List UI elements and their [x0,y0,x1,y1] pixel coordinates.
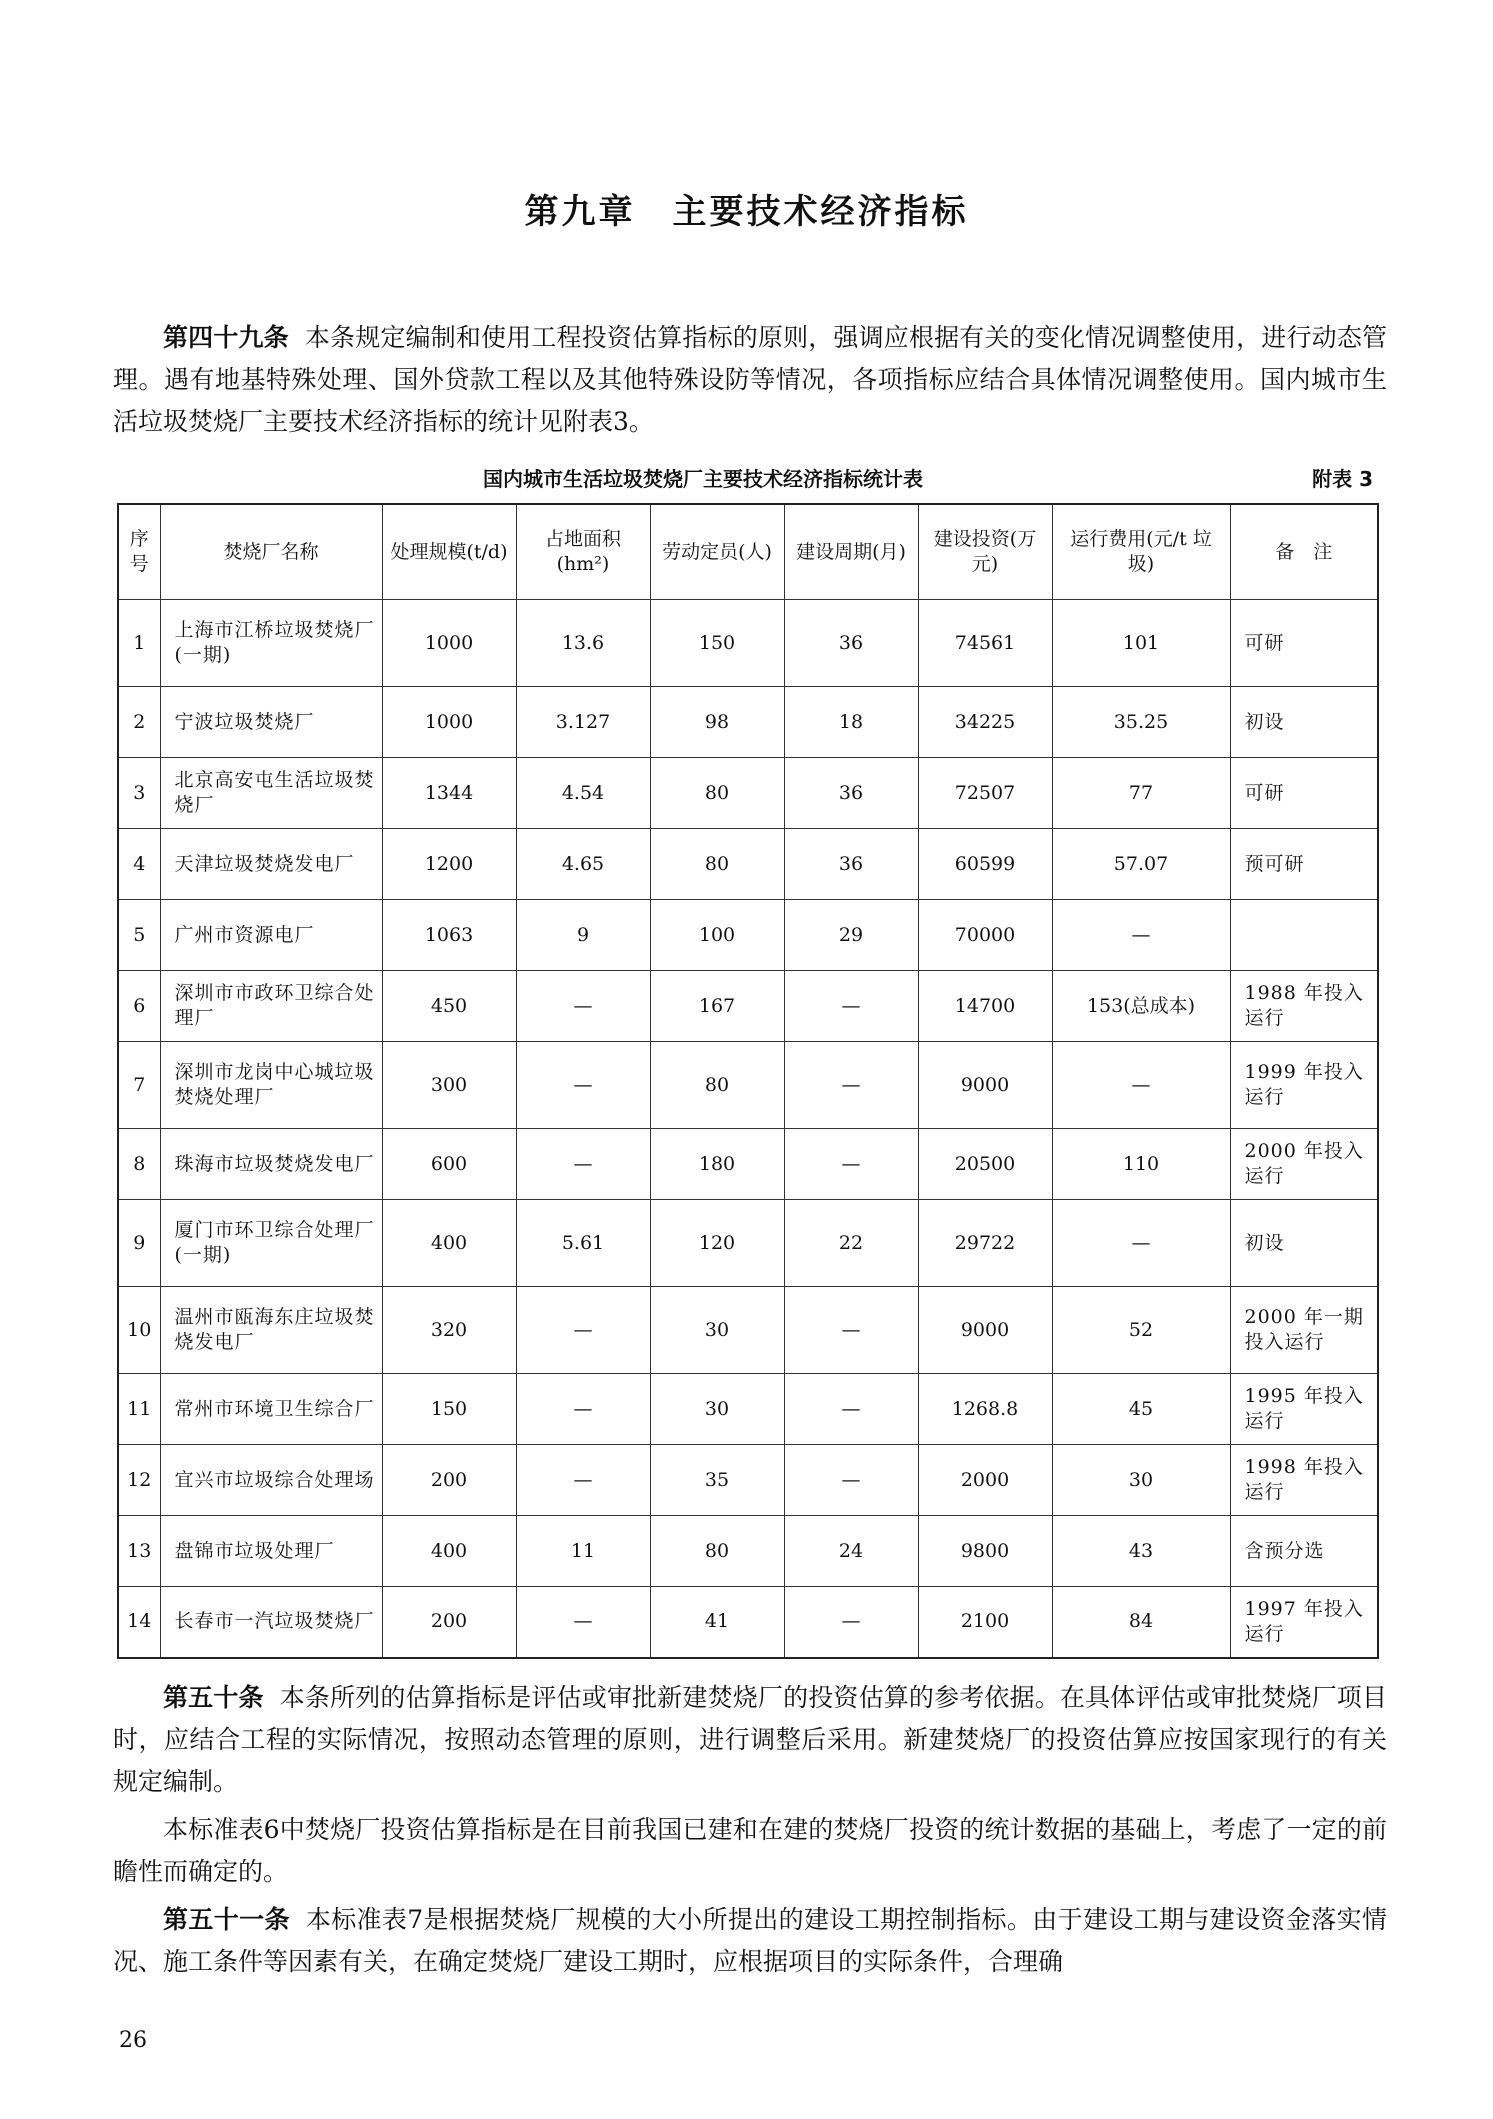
table-header-cell: 建设周期(月) [784,504,918,600]
table-cell: 18 [784,687,918,758]
page-number: 26 [119,2028,147,2053]
table-cell: 34225 [918,687,1052,758]
table-cell: 22 [784,1200,918,1287]
table-cell: 35 [650,1445,784,1516]
table-cell: 宜兴市垃圾综合处理场 [160,1445,382,1516]
table-cell: 72507 [918,758,1052,829]
table-cell: 1344 [382,758,516,829]
table-cell: 9 [516,900,650,971]
table-cell: — [784,1587,918,1658]
table-cell: 宁波垃圾焚烧厂 [160,687,382,758]
table-cell: 84 [1052,1587,1230,1658]
table-cell: 30 [1052,1445,1230,1516]
table-cell: 长春市一汽垃圾焚烧厂 [160,1587,382,1658]
table-cell: 4.65 [516,829,650,900]
table-cell: 300 [382,1042,516,1129]
table-cell: 14700 [918,971,1052,1042]
table-cell: 9 [118,1200,160,1287]
table-cell: 广州市资源电厂 [160,900,382,971]
table-cell: 45 [1052,1374,1230,1445]
table-cell: 10 [118,1287,160,1374]
table-cell: 77 [1052,758,1230,829]
table-cell: 7 [118,1042,160,1129]
table-cell: 150 [650,600,784,687]
table-cell: — [784,1129,918,1200]
table-cell: 1000 [382,687,516,758]
table-cell: 60599 [918,829,1052,900]
table-cell: 36 [784,600,918,687]
table-cell: 36 [784,758,918,829]
table-cell: 6 [118,971,160,1042]
table-cell: 30 [650,1374,784,1445]
table-cell: 初设 [1230,1200,1378,1287]
table-cell: — [1052,1042,1230,1129]
table-cell: 3.127 [516,687,650,758]
table-cell: 4.54 [516,758,650,829]
table-cell: 温州市瓯海东庄垃圾焚烧发电厂 [160,1287,382,1374]
table-cell: 9000 [918,1042,1052,1129]
table-cell: 珠海市垃圾焚烧发电厂 [160,1129,382,1200]
table-header-cell: 建设投资(万元) [918,504,1052,600]
table-caption [113,461,1373,493]
table-cell: 1997 年投入运行 [1230,1587,1378,1658]
table-cell: 预可研 [1230,829,1378,900]
table-cell: 1988 年投入运行 [1230,971,1378,1042]
table-row [118,1287,1378,1374]
table-cell: 80 [650,1516,784,1587]
table-cell: 北京高安屯生活垃圾焚烧厂 [160,758,382,829]
table-cell: 1200 [382,829,516,900]
table-row [118,829,1378,900]
table-cell: 8 [118,1129,160,1200]
table-cell: 1995 年投入运行 [1230,1374,1378,1445]
table-row [118,1374,1378,1445]
table-row [118,687,1378,758]
table-cell: 12 [118,1445,160,1516]
table-cell: 150 [382,1374,516,1445]
table-cell: 1 [118,600,160,687]
table-cell: 天津垃圾焚烧发电厂 [160,829,382,900]
chapter-title: 第九章 主要技术经济指标 [524,192,969,232]
table-cell: 101 [1052,600,1230,687]
table-row [118,1129,1378,1200]
table-cell: — [516,971,650,1042]
table-row [118,1516,1378,1587]
table-cell: 1000 [382,600,516,687]
table-cell: 盘锦市垃圾处理厂 [160,1516,382,1587]
table-cell: 常州市环境卫生综合厂 [160,1374,382,1445]
table-cell: 1268.8 [918,1374,1052,1445]
table-header-cell: 运行费用(元/t 垃圾) [1052,504,1230,600]
table-cell: — [516,1129,650,1200]
table-cell: 200 [382,1445,516,1516]
table-cell: 4 [118,829,160,900]
table-header-row [118,504,1378,600]
table-cell: 120 [650,1200,784,1287]
article-51-text: 本标准表7是根据焚烧厂规模的大小所提出的建设工期控制指标。由于建设工期与建设资金落实情况、施工条件等因素有关，在确定焚烧厂建设工期时，应根据项目的实际条件，合理确 [113,1905,1387,1976]
table-cell: 400 [382,1516,516,1587]
table-header-cell: 占地面积(hm²) [516,504,650,600]
table-cell: 5 [118,900,160,971]
table-cell: — [516,1287,650,1374]
table-cell: 35.25 [1052,687,1230,758]
table-cell: — [1052,1200,1230,1287]
table-cell: — [516,1587,650,1658]
table-cell: 80 [650,758,784,829]
table-cell: 11 [516,1516,650,1587]
table-cell: 98 [650,687,784,758]
table-cell: 43 [1052,1516,1230,1587]
table-cell [1230,900,1378,971]
table-cell: 含预分选 [1230,1516,1378,1587]
article-50-lead: 第五十条 [163,1683,264,1712]
table-cell: 70000 [918,900,1052,971]
table-cell: 13.6 [516,600,650,687]
table-cell: 29 [784,900,918,971]
table-cell: 24 [784,1516,918,1587]
table-caption-title: 国内城市生活垃圾焚烧厂主要技术经济指标统计表 [483,467,923,491]
table-cell: 600 [382,1129,516,1200]
table-cell: 初设 [1230,687,1378,758]
table-cell: — [516,1445,650,1516]
table-cell: 深圳市龙岗中心城垃圾焚烧处理厂 [160,1042,382,1129]
table-cell: 深圳市市政环卫综合处理厂 [160,971,382,1042]
table-cell: 36 [784,829,918,900]
table-cell: — [784,971,918,1042]
table-cell: 41 [650,1587,784,1658]
table-cell: 320 [382,1287,516,1374]
table-caption-number: 附表 3 [1312,467,1373,491]
table-cell: 180 [650,1129,784,1200]
table-cell: 57.07 [1052,829,1230,900]
table-cell: 上海市江桥垃圾焚烧厂(一期) [160,600,382,687]
table-row [118,1445,1378,1516]
table-cell: 167 [650,971,784,1042]
article-49-text: 本条规定编制和使用工程投资估算指标的原则，强调应根据有关的变化情况调整使用，进行动态管理。遇有地基特殊处理、国外贷款工程以及其他特殊设防等情况，各项指标应结合具体情况调整使用。国内城市生活垃圾焚烧厂主要技术经济指标的统计见附表3。 [113,323,1387,436]
table-cell: 9800 [918,1516,1052,1587]
table-cell: — [784,1445,918,1516]
table-cell: 13 [118,1516,160,1587]
article-50-text: 本条所列的估算指标是评估或审批新建焚烧厂的投资估算的参考依据。在具体评估或审批焚烧厂项目时，应结合工程的实际情况，按照动态管理的原则，进行调整后采用。新建焚烧厂的投资估算应按国家现行的有关规定编制。 [113,1683,1387,1796]
table-cell: 2 [118,687,160,758]
table-cell: 1999 年投入运行 [1230,1042,1378,1129]
table-row [118,1587,1378,1658]
table-cell: 厦门市环卫综合处理厂(一期) [160,1200,382,1287]
table-cell: 1998 年投入运行 [1230,1445,1378,1516]
table-cell: 20500 [918,1129,1052,1200]
table-cell: 450 [382,971,516,1042]
table-cell: 200 [382,1587,516,1658]
table-cell: — [784,1374,918,1445]
table-cell: 2000 年投入运行 [1230,1129,1378,1200]
table-row [118,900,1378,971]
article-50-paragraph-2: 本标准表6中焚烧厂投资估算指标是在目前我国已建和在建的焚烧厂投资的统计数据的基础上，考虑了一定的前瞻性而确定的。 [113,1815,1387,1886]
table-cell: 110 [1052,1129,1230,1200]
table-cell: 153(总成本) [1052,971,1230,1042]
table-row [118,1200,1378,1287]
table-row [118,600,1378,687]
article-51-lead: 第五十一条 [163,1905,290,1934]
table-cell: 74561 [918,600,1052,687]
table-cell: 80 [650,829,784,900]
table-cell: 100 [650,900,784,971]
table-cell: 3 [118,758,160,829]
article-49-lead: 第四十九条 [163,323,289,352]
table-cell: — [516,1042,650,1129]
table-row [118,971,1378,1042]
table-cell: 14 [118,1587,160,1658]
table-cell: 1063 [382,900,516,971]
table-cell: 80 [650,1042,784,1129]
table-cell: 52 [1052,1287,1230,1374]
table-header-cell: 备 注 [1230,504,1378,600]
table-cell: — [784,1042,918,1129]
table-header-cell: 序号 [118,504,160,600]
table-header-cell: 焚烧厂名称 [160,504,382,600]
table-cell: 2100 [918,1587,1052,1658]
table-cell: 11 [118,1374,160,1445]
table-header-cell: 处理规模(t/d) [382,504,516,600]
table-header-cell: 劳动定员(人) [650,504,784,600]
article-51 [113,1899,1387,1983]
table-cell: — [1052,900,1230,971]
table-cell: 29722 [918,1200,1052,1287]
table-cell: 30 [650,1287,784,1374]
table-cell: 2000 年一期投入运行 [1230,1287,1378,1374]
table-cell: 2000 [918,1445,1052,1516]
statistics-table [117,503,1379,1659]
table-cell: 400 [382,1200,516,1287]
table-cell: 5.61 [516,1200,650,1287]
article-49 [113,317,1387,443]
table-cell: 可研 [1230,758,1378,829]
article-50 [113,1677,1387,1803]
table-cell: — [516,1374,650,1445]
table-row [118,1042,1378,1129]
table-row [118,758,1378,829]
table-cell: 9000 [918,1287,1052,1374]
table-cell: 可研 [1230,600,1378,687]
table-cell: — [784,1287,918,1374]
